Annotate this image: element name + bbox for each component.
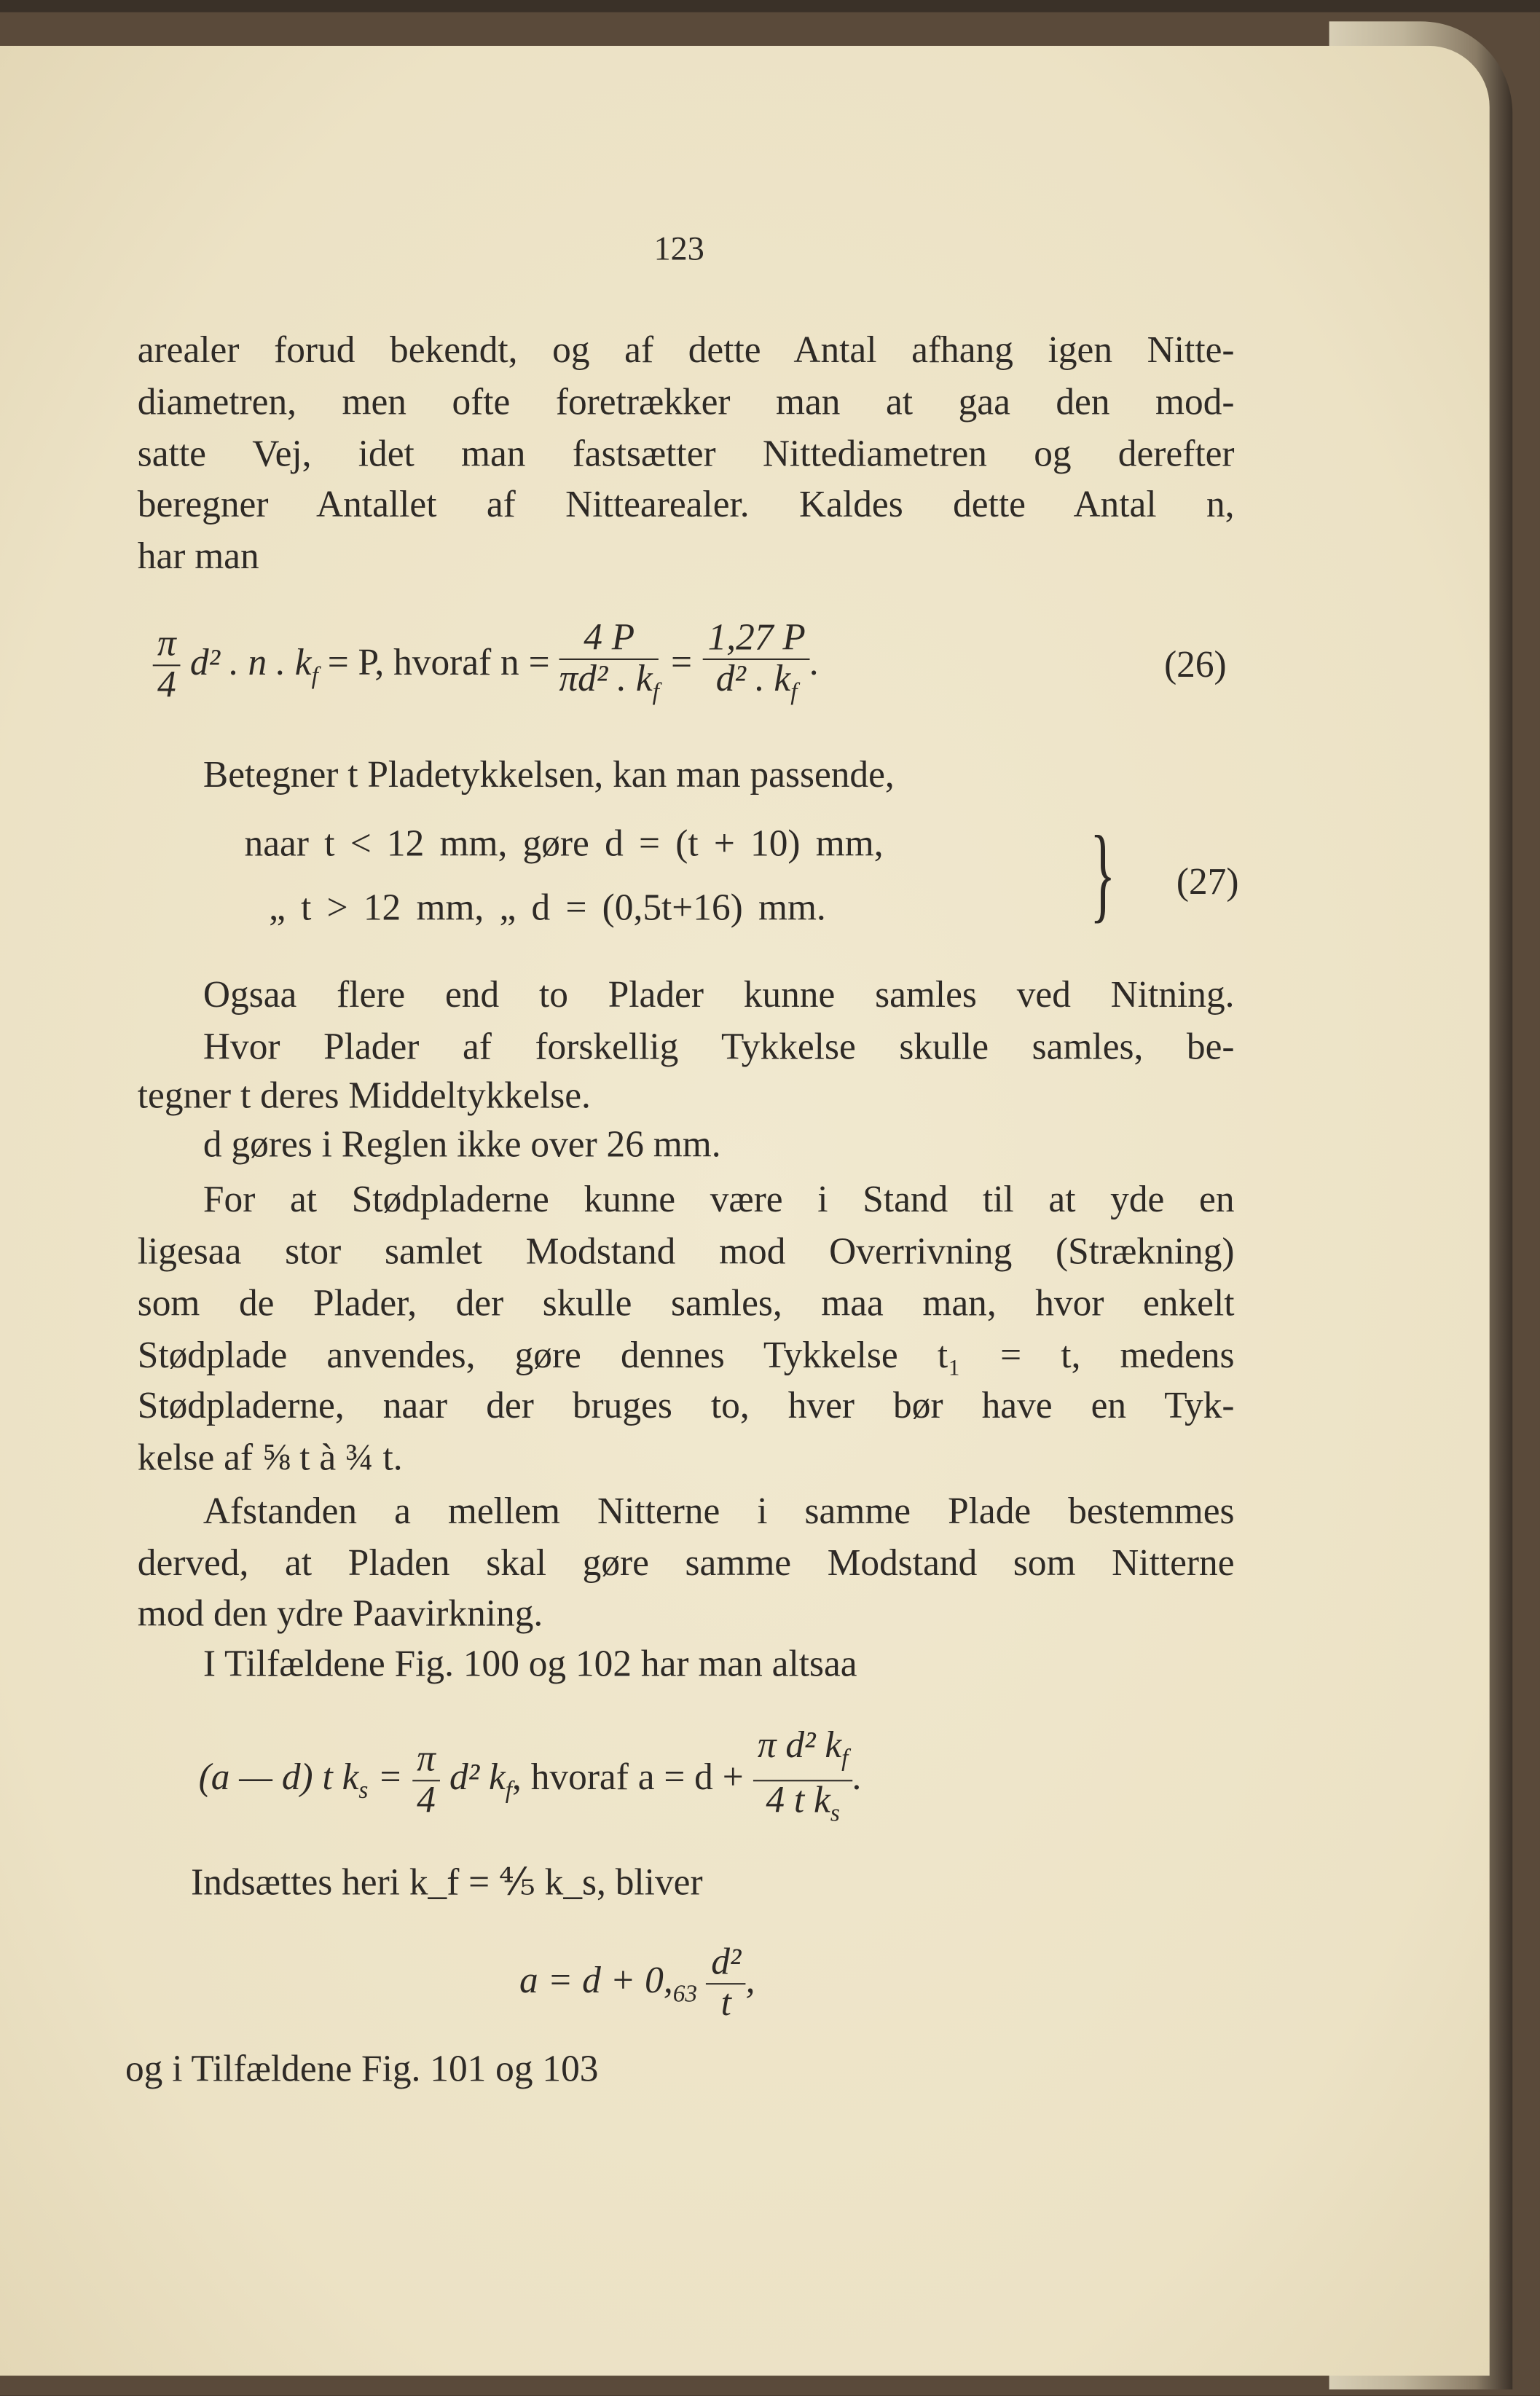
text-line: Stødpladerne, naar der bruges to, hver bør have en Tyk- [137, 1386, 1235, 1427]
equation-number: (27) [1176, 861, 1239, 903]
equation-26: $\frac{\pi}{4}$ d² . n . $k_f = P$, hvoraf n = $\frac{4 P}{\pi d^2 . k_f}$ = $\frac{1,27 P}{d^2 . k_f}$ . [153, 618, 820, 710]
equation-27-row: naar t < 12 mm, gøre d = (t + 10) mm, [244, 823, 884, 865]
text-line: kelse af ⅝ t à ¾ t. [137, 1437, 403, 1480]
text-line: d gøres i Reglen ikke over 26 mm. [203, 1124, 721, 1166]
text-line: satte Vej, idet man fastsætter Nittediametren og derefter [137, 433, 1235, 476]
text-line: derved, at Pladen skal gøre samme Modstand som Nitterne [137, 1543, 1235, 1584]
text-line: Betegner t Pladetykkelsen, kan man passende, [203, 755, 895, 796]
text-line: Hvor Plader af forskellig Tykkelse skulle samles, be- [203, 1026, 1235, 1068]
text-line: arealer forud bekendt, og af dette Antal afhang igen Nitte- [137, 329, 1235, 372]
text-line: Stødplade anvendes, gøre dennes Tykkelse t₁ = t, medens [137, 1335, 1235, 1377]
text-line: mod den ydre Paavirkning. [137, 1593, 543, 1635]
text-line: diametren, men ofte foretrækker man at gaa den mod- [137, 382, 1235, 423]
text-line: har man [137, 536, 259, 578]
text-line: Afstanden a mellem Nitterne i samme Plade bestemmes [203, 1490, 1235, 1533]
text-line: beregner Antallet af Nittearealer. Kaldes dette Antal n, [137, 484, 1235, 526]
text-line: som de Plader, der skulle samles, maa man, hvor enkelt [137, 1283, 1235, 1325]
text-line: Indsættes heri k_f = ⅘ k_s, bliver [191, 1862, 703, 1904]
text-line: For at Stødpladerne kunne være i Stand til at yde en [203, 1179, 1235, 1221]
equation-b: $a = d + 0,_{63}$ $\frac{\text{d²}}{t}$ , [519, 1941, 755, 2024]
equation-a: (a — d) t $k_s$ = $\frac{\pi}{4}$ d² $k_f$, hvoraf a = d + $\frac{\pi d^2 k_f}{4 t k_s}$ . [198, 1724, 863, 1827]
text-line: ligesaa stor samlet Modstand mod Overrivning (Strækning) [137, 1231, 1235, 1273]
text-line: tegner t deres Middeltykkelse. [137, 1075, 591, 1118]
equation-27-row: „ t > 12 mm, „ d = (0,5t+16) mm. [269, 887, 826, 930]
text-line: I Tilfældene Fig. 100 og 102 har man altsaa [203, 1643, 857, 1686]
page-number: 123 [653, 229, 704, 268]
text-line: Ogsaa flere end to Plader kunne samles ved Nitning. [203, 975, 1235, 1016]
equation-number: (26) [1164, 645, 1227, 686]
text-line: og i Tilfældene Fig. 101 og 103 [125, 2049, 599, 2090]
brace: } [1090, 815, 1116, 934]
